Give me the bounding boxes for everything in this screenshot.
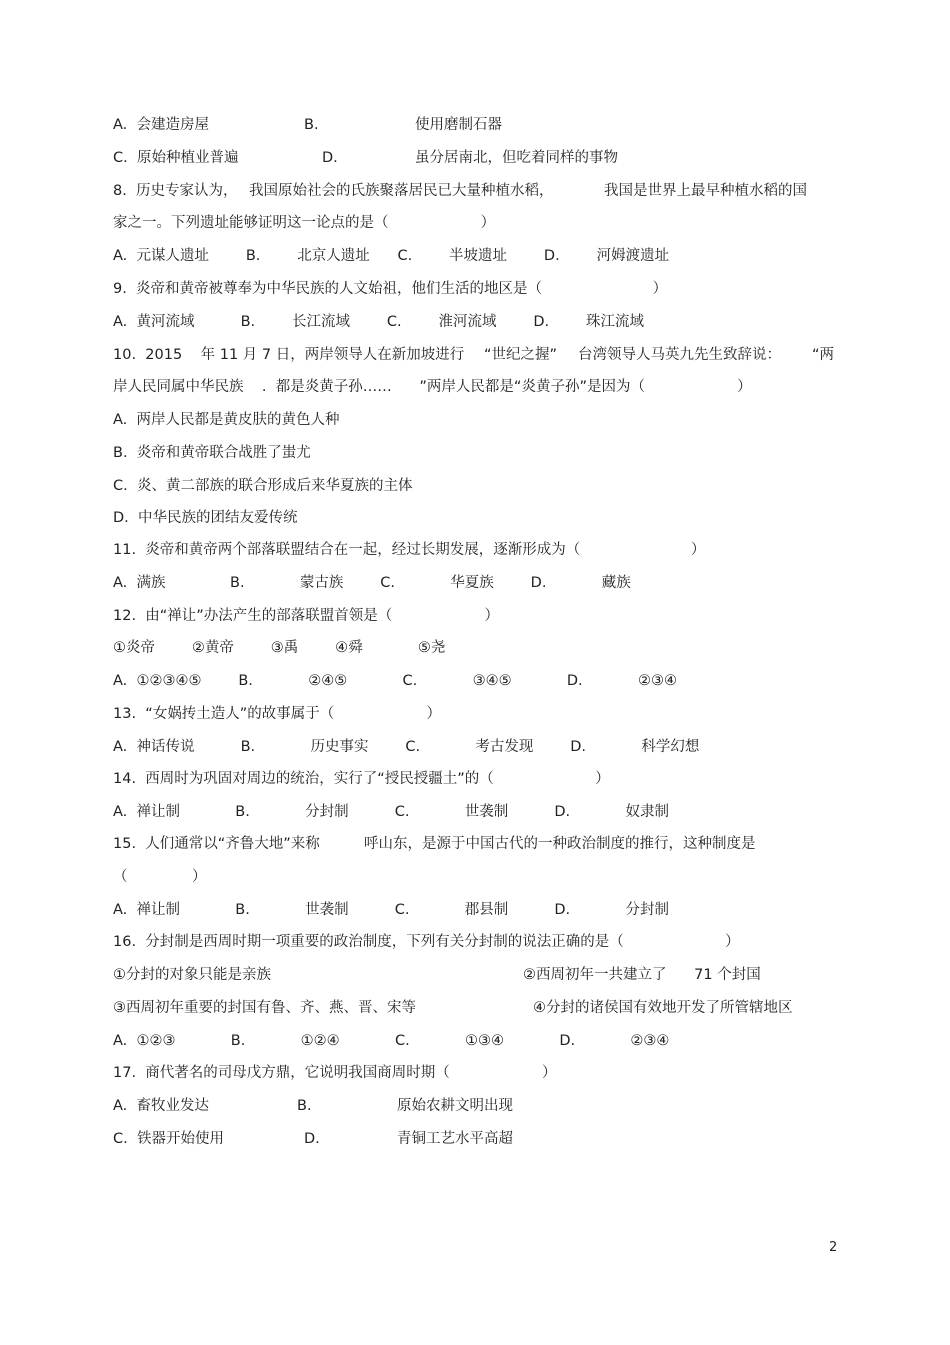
q10-text-2: “世纪之握” <box>484 347 558 363</box>
q16-text: 16. 分封制是西周时期一项重要的政治制度，下列有关分封制的说法正确的是（ ） <box>113 934 740 950</box>
q17-option-d-letter: D. <box>304 1131 320 1147</box>
q11-options: A. 满族 B. 蒙古族 C. 华夏族 D. 藏族 <box>113 575 631 591</box>
q15-text-3: （ ） <box>113 869 207 885</box>
q7-option-b: 使用磨制石器 <box>415 117 502 133</box>
q13-text: 13. “女娲抟土造人”的故事属于（ ） <box>113 706 441 722</box>
q7-option-d-letter: D. <box>322 150 338 166</box>
q12-options: A. ①②③④⑤ B. ②④⑤ C. ③④⑤ D. ②③④ <box>113 673 677 689</box>
q9-options: A. 黄河流域 B. 长江流域 C. 淮河流域 D. 珠江流域 <box>113 314 645 330</box>
q7-option-c: C. 原始种植业普遍 <box>113 150 239 166</box>
q10-option-d: D. 中华民族的团结友爱传统 <box>113 510 298 526</box>
q11-text: 11. 炎帝和黄帝两个部落联盟结合在一起，经过长期发展，逐渐形成为（ ） <box>113 542 706 558</box>
q8-text-4: 家之一。下列遗址能够证明这一论点的是（ ） <box>113 215 496 231</box>
q7-option-d: 虽分居南北，但吃着同样的事物 <box>415 150 618 166</box>
q12-items: ①炎帝 ②黄帝 ③禹 ④舜 ⑤尧 <box>113 640 446 656</box>
q14-options: A. 禅让制 B. 分封制 C. 世袭制 D. 奴隶制 <box>113 804 669 820</box>
q17-text: 17. 商代著名的司母戊方鼎，它说明我国商周时期（ ） <box>113 1065 557 1081</box>
q7-option-b-letter: B. <box>304 117 319 133</box>
q16-item-4: ④分封的诸侯国有效地开发了所管辖地区 <box>533 1000 793 1016</box>
q10-option-a: A. 两岸人民都是黄皮肤的黄色人种 <box>113 412 340 428</box>
q17-option-a: A. 畜牧业发达 <box>113 1098 209 1114</box>
q8-text-1: 8. 历史专家认为， <box>113 183 238 199</box>
q13-options: A. 神话传说 B. 历史事实 C. 考古发现 D. 科学幻想 <box>113 739 700 755</box>
q16-item-3: ③西周初年重要的封国有鲁、齐、燕、晋、宋等 <box>113 1000 416 1016</box>
q12-text: 12. 由“禅让”办法产生的部落联盟首领是（ ） <box>113 608 499 624</box>
q10-text-3: 台湾领导人马英九先生致辞说： <box>578 347 781 363</box>
q10-text-1: 10. 2015 年 11 月 7 日，两岸领导人在新加坡进行 <box>113 347 465 363</box>
q16-item-1: ①分封的对象只能是亲族 <box>113 967 271 983</box>
q10-option-c: C. 炎、黄二部族的联合形成后来华夏族的主体 <box>113 478 413 494</box>
q8-text-2: 我国原始社会的氏族聚落居民已大量种植水稻， <box>249 183 554 199</box>
q15-options: A. 禅让制 B. 世袭制 C. 郡县制 D. 分封制 <box>113 902 669 918</box>
q9-text: 9. 炎帝和黄帝被尊奉为中华民族的人文始祖，他们生活的地区是（ ） <box>113 281 668 297</box>
q10-text-5: 岸人民同属中华民族 . 都是炎黄子孙…… ”两岸人民都是“炎黄子孙”是因为（ ） <box>113 379 752 395</box>
q15-text-1: 15. 人们通常以“齐鲁大地”来称 <box>113 836 320 852</box>
q8-text-3: 我国是世界上最早种植水稻的国 <box>604 183 807 199</box>
q16-options: A. ①②③ B. ①②④ C. ①③④ D. ②③④ <box>113 1033 670 1049</box>
q10-text-4: “两 <box>812 347 835 363</box>
q17-option-d: 青铜工艺水平高超 <box>397 1131 513 1147</box>
q17-option-b-letter: B. <box>297 1098 312 1114</box>
q16-item-2: ②西周初年一共建立了 71 个封国 <box>523 967 761 983</box>
q15-text-2: 呼山东，是源于中国古代的一种政治制度的推行，这种制度是 <box>364 836 756 852</box>
q7-option-a: A. 会建造房屋 <box>113 117 209 133</box>
page-number: 2 <box>829 1240 838 1255</box>
q17-option-c: C. 铁器开始使用 <box>113 1131 224 1147</box>
q10-option-b: B. 炎帝和黄帝联合战胜了蚩尤 <box>113 445 311 461</box>
q8-options: A. 元谋人遗址 B. 北京人遗址 C. 半坡遗址 D. 河姆渡遗址 <box>113 248 670 264</box>
q17-option-b: 原始农耕文明出现 <box>397 1098 513 1114</box>
q14-text: 14. 西周时为巩固对周边的统治，实行了“授民授疆土”的（ ） <box>113 771 610 787</box>
